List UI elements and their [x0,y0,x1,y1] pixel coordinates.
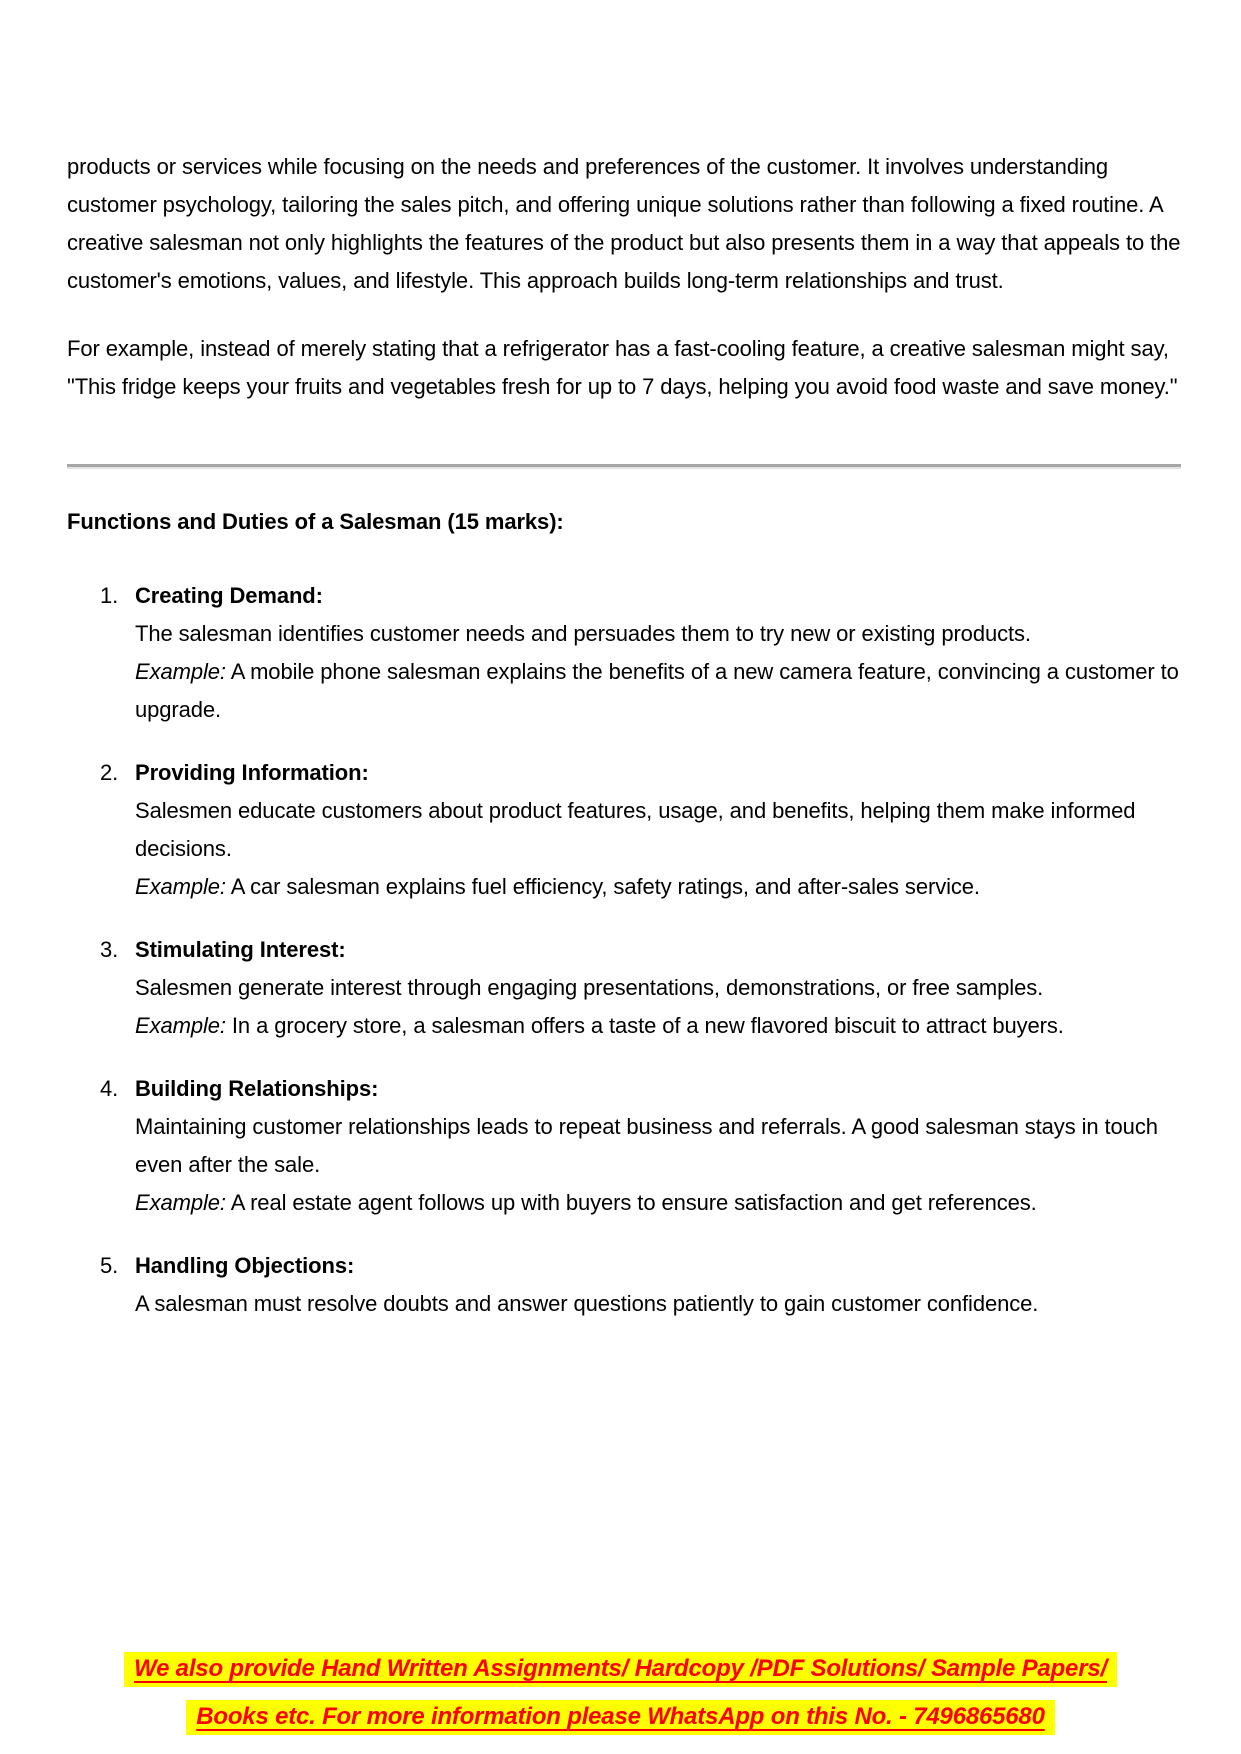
list-item-content [135,754,1181,906]
footer-line-1 [0,1645,1241,1693]
list-item-example [135,653,1181,729]
list-item-body: A salesman must resolve doubts and answer questions patiently to gain customer confidence. [135,1291,1039,1316]
example-label: Example: [135,1013,226,1038]
list-item-title: Building Relationships: [135,1076,379,1101]
footer-banner [0,1645,1241,1741]
footer-line-2 [0,1693,1241,1741]
list-item-example [135,868,1181,906]
intro-paragraph-2: For example, instead of merely stating that a refrigerator has a fast-cooling feature, a creative salesman might say, "This fridge keeps your fruits and vegetables fresh for up to 7 days, helping you avoid food waste and save money." [67,336,1178,399]
example-label: Example: [135,659,226,684]
list-item-number: 1. [100,583,119,608]
list-item-content [135,1070,1181,1222]
list-item-number: 3. [100,937,119,962]
list-item [100,1070,1181,1222]
list-item-title: Providing Information: [135,760,369,785]
footer-line-2-text: Books etc. For more information please WhatsApp on this No. - 7496865680 [186,1700,1054,1735]
list-item-title: Handling Objections: [135,1253,355,1278]
list-item-example [135,1184,1181,1222]
example-text: In a grocery store, a salesman offers a taste of a new flavored biscuit to attract buyers. [225,1013,1064,1038]
list-item-title: Stimulating Interest: [135,937,346,962]
example-text: A real estate agent follows up with buyers to ensure satisfaction and get references. [225,1190,1037,1215]
list-item [100,1247,1181,1323]
list-item-number: 5. [100,1253,119,1278]
list-item [100,931,1181,1045]
section-divider [67,464,1181,469]
footer-line-1-text: We also provide Hand Written Assignments/ Hardcopy /PDF Solutions/ Sample Papers/ [124,1652,1117,1687]
list-item-number: 2. [100,760,119,785]
list-item-body: Salesmen generate interest through engaging presentations, demonstrations, or free samples. [135,975,1044,1000]
example-text: A mobile phone salesman explains the benefits of a new camera feature, convincing a customer to upgrade. [135,659,1179,722]
list-item-content [135,577,1181,729]
list-item-body: The salesman identifies customer needs and persuades them to try new or existing products. [135,621,1031,646]
list-item [100,577,1181,729]
example-label: Example: [135,874,226,899]
list-item [100,754,1181,906]
list-item-content [135,1247,1181,1323]
list-item-number: 4. [100,1076,119,1101]
example-label: Example: [135,1190,226,1215]
example-text: A car salesman explains fuel efficiency, safety ratings, and after-sales service. [225,874,980,899]
list-item-body: Maintaining customer relationships leads to repeat business and referrals. A good salesman stays in touch even after the sale. [135,1114,1158,1177]
list-item-title: Creating Demand: [135,583,323,608]
section-heading: Functions and Duties of a Salesman (15 marks): [67,509,564,534]
duties-list [100,577,1181,1323]
intro-paragraph-1: products or services while focusing on the needs and preferences of the customer. It involves understanding customer psychology, tailoring the sales pitch, and offering unique solutions rather than following a fixed routine. A creative salesman not only highlights the features of the product but also presents them in a way that appeals to the customer's emotions, values, and lifestyle. This approach builds long-term relationships and trust. [67,154,1181,293]
list-item-example [135,1007,1181,1045]
list-item-body: Salesmen educate customers about product features, usage, and benefits, helping them make informed decisions. [135,798,1136,861]
list-item-content [135,931,1181,1045]
